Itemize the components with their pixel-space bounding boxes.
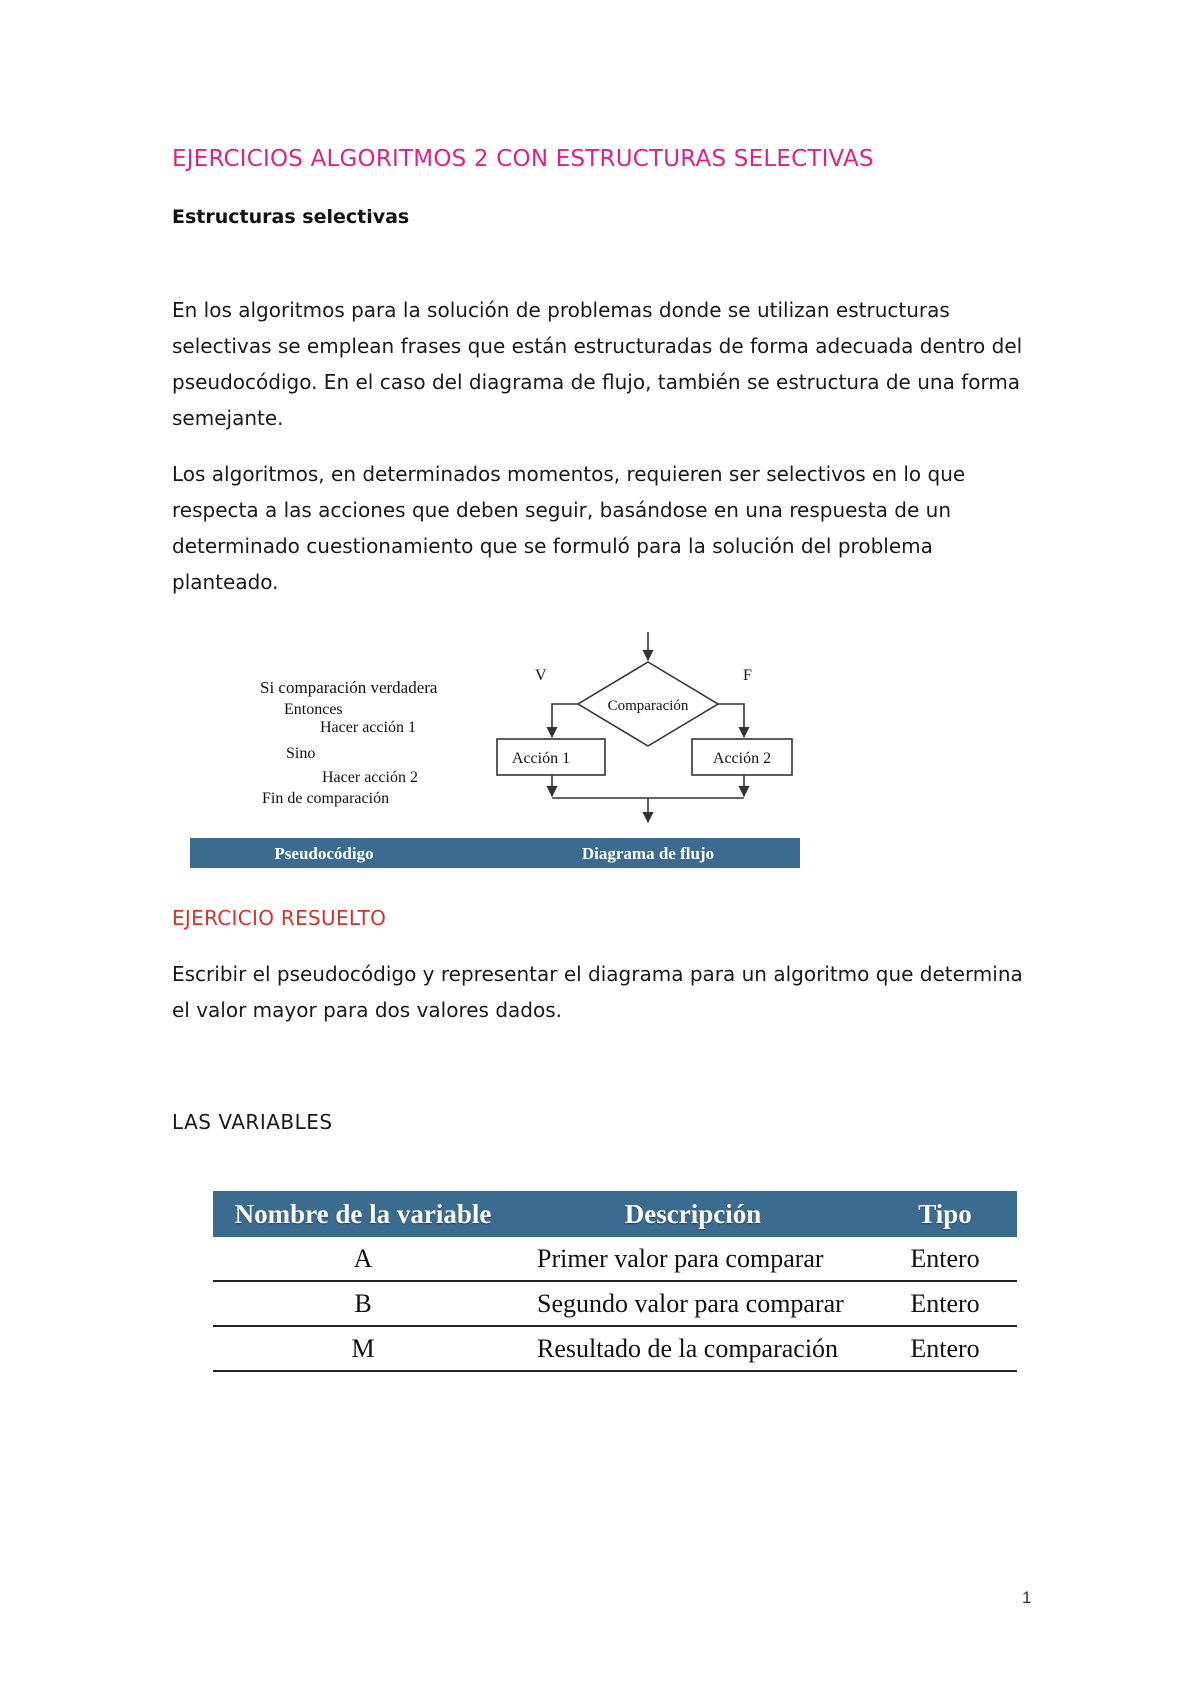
exercise-heading: EJERCICIO RESUELTO [172, 906, 387, 930]
section-heading: Estructuras selectivas [172, 206, 410, 228]
cell-name: A [213, 1237, 513, 1281]
false-branch-label: F [743, 667, 752, 684]
header-description: Descripción [513, 1191, 873, 1237]
exercise-text: Escribir el pseudocódigo y representar el diagrama para un algoritmo que determina el valor mayor para dos valores dados. [172, 962, 1023, 1022]
pseudo-line-if: Si comparación verdadera [260, 678, 438, 697]
cell-type: Entero [873, 1237, 1017, 1281]
false-branch-arrow [718, 704, 744, 737]
action1-label: Acción 1 [511, 750, 571, 767]
header-variable-name: Nombre de la variable [213, 1191, 513, 1237]
decision-label: Comparación [607, 698, 689, 714]
true-branch-label: V [535, 667, 547, 684]
paragraph-selective: Los algoritmos, en determinados momentos, requieren ser selectivos en lo que respecta a las acciones que deben seguir, basándose en una respuesta de un determinado cuestionamiento que se formuló para la solución del problema planteado. [172, 462, 966, 594]
caption-flowchart: Diagrama de flujo [581, 844, 715, 863]
cell-type: Entero [873, 1326, 1017, 1371]
pseudo-line-end: Fin de comparación [262, 790, 390, 807]
table-header-row [213, 1191, 1017, 1237]
pseudo-line-then: Entonces [284, 701, 343, 718]
cell-name: B [213, 1281, 513, 1326]
table-row [213, 1237, 1017, 1281]
page-number: 1 [1022, 1588, 1032, 1607]
variables-table [213, 1191, 1017, 1372]
pseudo-line-action1: Hacer acción 1 [320, 719, 416, 736]
header-type: Tipo [873, 1191, 1017, 1237]
paragraph-intro: En los algoritmos para la solución de problemas donde se utilizan estructuras selectivas se emplean frases que están estructuradas de forma adecuada dentro del pseudocódigo. En el caso del diagrama de flujo, también se estructura de una forma semejante. [172, 298, 1023, 430]
cell-description: Resultado de la comparación [513, 1326, 873, 1371]
caption-pseudocode: Pseudocódigo [274, 844, 374, 863]
selective-structure-figure [190, 630, 810, 875]
cell-type: Entero [873, 1281, 1017, 1326]
true-branch-arrow [552, 704, 578, 737]
figure-svg [190, 630, 810, 875]
cell-description: Primer valor para comparar [513, 1237, 873, 1281]
variables-heading: LAS VARIABLES [172, 1110, 333, 1134]
table-row [213, 1326, 1017, 1371]
cell-description: Segundo valor para comparar [513, 1281, 873, 1326]
table-row [213, 1281, 1017, 1326]
pseudo-line-action2: Hacer acción 2 [322, 769, 418, 786]
pseudo-line-else: Sino [286, 745, 316, 762]
document-title: EJERCICIOS ALGORITMOS 2 CON ESTRUCTURAS SELECTIVAS [172, 146, 874, 172]
cell-name: M [213, 1326, 513, 1371]
action2-label: Acción 2 [712, 750, 772, 767]
